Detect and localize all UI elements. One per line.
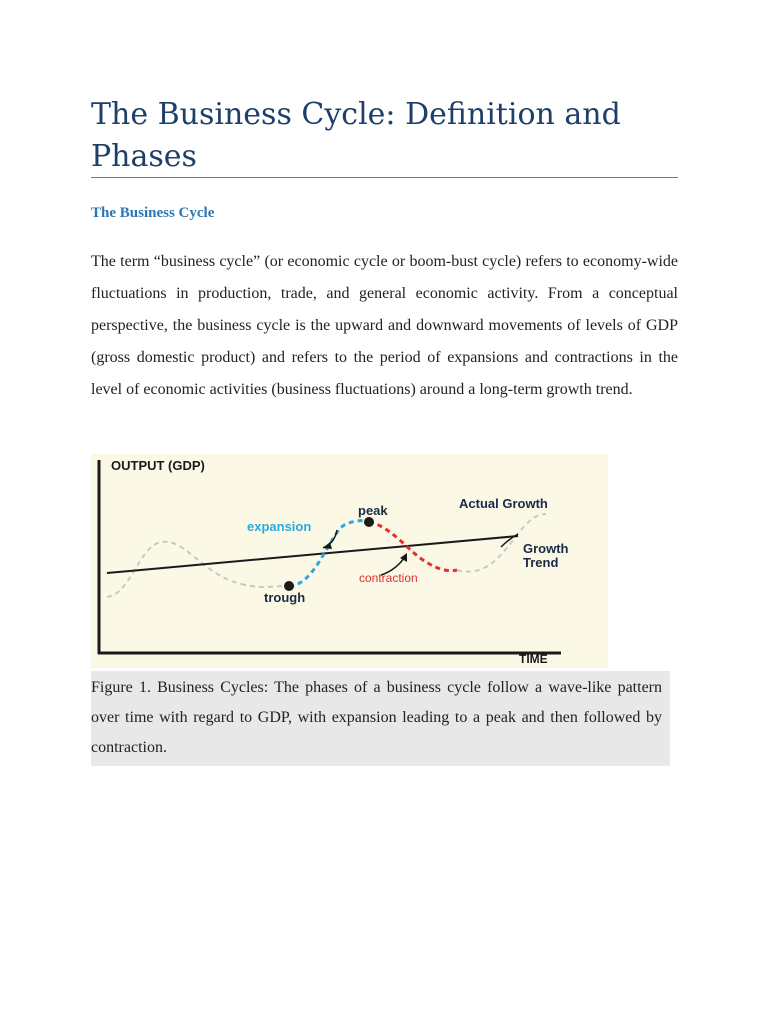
- body-paragraph: The term “business cycle” (or economic cycle or boom-bust cycle) refers to economy-wide fluctuations in production, trade, and general economic activity. From a conceptual perspective, the business cycle is the upward and downward movements of levels of GDP (gross domestic product) and refers to the period of expansions and contractions in the level of economic activities (business fluctuations) around a long-term growth trend.: [91, 253, 678, 398]
- growth-trend-label-line2: Trend: [523, 555, 559, 570]
- trough-label: trough: [264, 590, 306, 605]
- contraction-arrowhead: [400, 553, 407, 562]
- section-heading: The Business Cycle: [91, 205, 215, 221]
- actual-growth-left: [107, 542, 241, 597]
- expansion-label: expansion: [247, 519, 312, 534]
- y-axis-label: OUTPUT (GDP): [111, 458, 205, 473]
- x-axis-label: TIME: [519, 652, 548, 666]
- growth-trend-label-line1: Growth: [523, 541, 569, 556]
- growth-trend-line: [107, 536, 518, 573]
- business-cycle-figure: [91, 454, 608, 668]
- peak-label: peak: [358, 503, 388, 518]
- actual-growth-label: Actual Growth: [459, 496, 548, 511]
- business-cycle-diagram: [91, 454, 608, 668]
- peak-marker: [364, 517, 374, 527]
- figure-caption: Figure 1. Business Cycles: The phases of a business cycle follow a wave-like pattern over time with regard to GDP, with expansion leading to a peak and then followed by contraction.: [91, 671, 670, 766]
- contraction-label: contraction: [359, 571, 418, 585]
- actual-growth-before-trough: [241, 584, 291, 587]
- title-divider: [91, 177, 678, 178]
- document-title: The Business Cycle: Definition and Phases: [91, 97, 621, 174]
